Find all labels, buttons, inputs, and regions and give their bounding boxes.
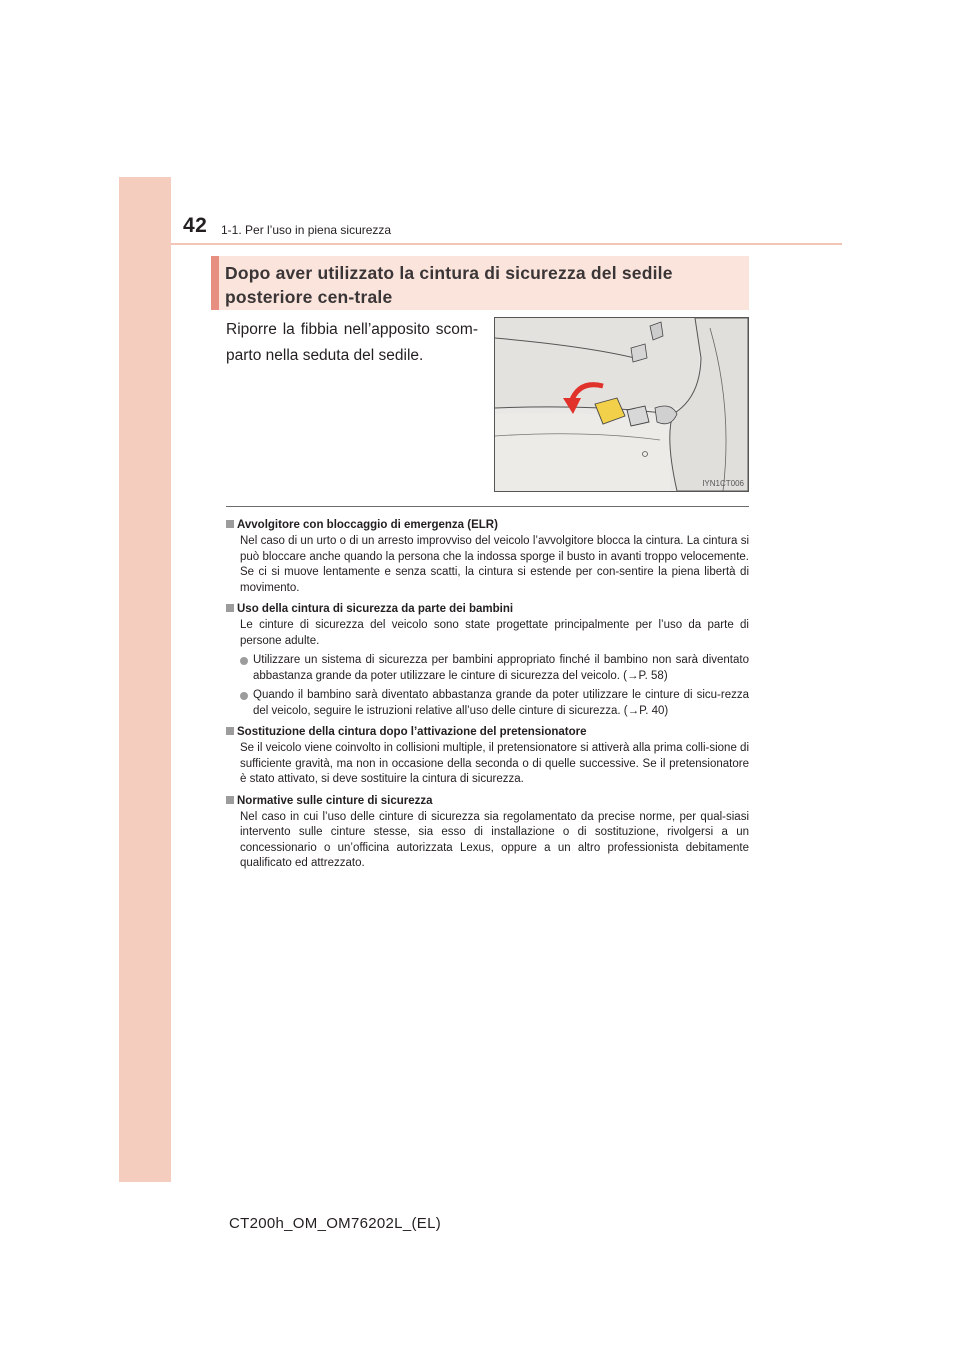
- page-number: 42: [183, 214, 208, 237]
- section-heading-box: [211, 256, 749, 310]
- figure-code: IYN1CT006: [702, 479, 744, 488]
- section-intro-text: Riporre la fibbia nell’apposito scom-parto nella seduta del sedile.: [226, 321, 478, 364]
- note-heading: Normative sulle cinture di sicurezza: [237, 794, 433, 807]
- note-heading: Avvolgitore con bloccaggio di emergenza (ELR): [237, 519, 498, 531]
- document-code: CT200h_OM_OM76202L_(EL): [229, 1215, 442, 1232]
- note-pretensioner: [226, 724, 749, 788]
- circle-bullet-icon: [240, 692, 248, 700]
- chapter-side-band: [119, 177, 171, 1182]
- running-head: 1-1. Per l’uso in piena sicurezza: [221, 223, 392, 237]
- seat-buckle-illustration: [494, 317, 749, 492]
- square-bullet-icon: [226, 796, 234, 804]
- note-body: Nel caso di un urto o di un arresto improvviso del veicolo l’avvolgitore blocca la cintura. La cintura si può bloccare anche quando la persona che la indossa sporge il busto in avanti troppo velocemente. Se ci si muove lentamente e senza scatti, la cintura si estende per con-sentire la piena libertà di movimento.: [240, 535, 749, 594]
- note-heading: Sostituzione della cintura dopo l’attivazione del pretensionatore: [237, 726, 587, 738]
- square-bullet-icon: [226, 604, 234, 612]
- section-title: Dopo aver utilizzato la cintura di sicurezza del sedile posteriore cen-trale: [225, 263, 673, 307]
- note-body: Le cinture di sicurezza del veicolo sono state progettate principalmente per l’uso da parte di persone adulte.: [240, 619, 749, 647]
- note-body: Se il veicolo viene coinvolto in collisioni multiple, il pretensionatore si attiverà alla prima colli-sione di sufficiente gravità, ma non in occasione della seconda o di quelle successive. Se il pretensionatore è stato attivato, si deve sostituire la cintura di sicurezza.: [240, 742, 749, 785]
- list-item: [240, 653, 749, 684]
- list-item: [240, 688, 749, 719]
- note-regulations: [226, 793, 749, 872]
- section-heading-accent: [211, 256, 219, 310]
- bullet-text: Quando il bambino sarà diventato abbastanza grande da poter utilizzare le cinture di sicu-rezza del veicolo, seguire le istruzioni relative all’uso delle cinture di sicurezza. (→P. 40): [253, 689, 749, 717]
- square-bullet-icon: [226, 727, 234, 735]
- square-bullet-icon: [226, 520, 234, 528]
- note-heading: Uso della cintura di sicurezza da parte dei bambini: [237, 603, 514, 615]
- note-children: [226, 601, 749, 719]
- notes-list: [226, 517, 749, 877]
- bullet-text: Utilizzare un sistema di sicurezza per bambini appropriato finché il bambino non sarà diventato abbastanza grande da poter utilizzare le cinture di sicurezza del veicolo. (→P. 58): [253, 654, 749, 682]
- circle-bullet-icon: [240, 657, 248, 665]
- seat-illustration-svg: [495, 318, 748, 491]
- section-divider: [226, 506, 749, 507]
- note-body: Nel caso in cui l’uso delle cinture di sicurezza sia regolamentato da precise norme, per qual-siasi intervento sulle cinture stesse, sia esso di installazione o di sostituzione, rivolgersi a un concessionario o un’officina autorizzata Lexus, oppure a un altro professionista debitamente qualificato ed attrezzato.: [240, 810, 749, 869]
- header-rule: [171, 243, 842, 245]
- note-elr: [226, 517, 749, 596]
